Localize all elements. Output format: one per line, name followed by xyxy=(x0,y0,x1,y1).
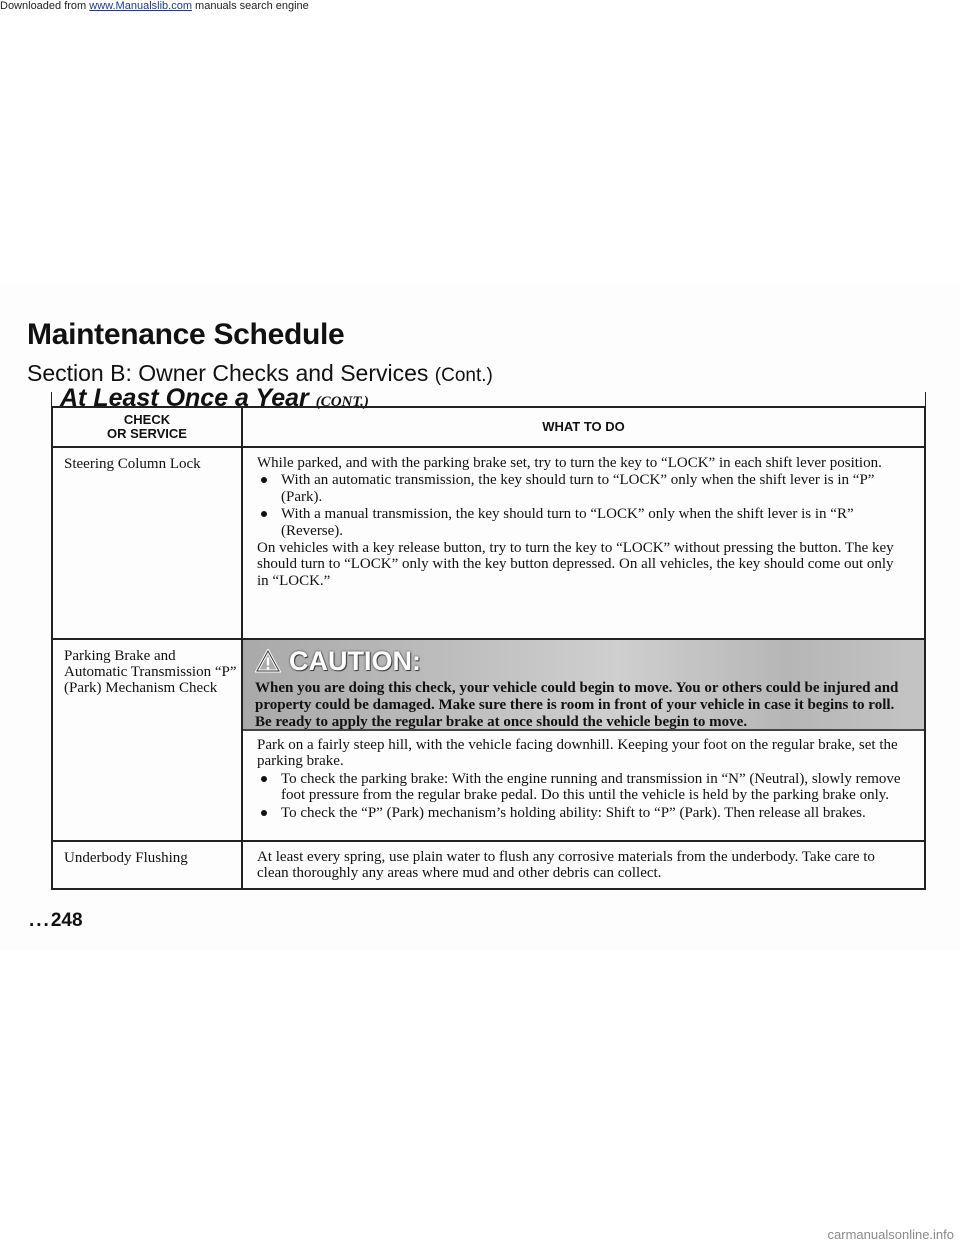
table-row xyxy=(53,640,924,842)
instructions-cell xyxy=(243,448,924,638)
page-number-value: 248 xyxy=(50,910,83,931)
list-item xyxy=(257,506,908,539)
download-source-banner xyxy=(0,0,309,12)
instruction-text: On vehicles with a key release button, try to turn the key to “LOCK” without pressing the button. The key should turn to “LOCK” only with the key button depressed. On all vehicles, the key should come out only in “LOCK.” xyxy=(257,540,894,589)
caution-box xyxy=(243,640,924,731)
check-cell: Underbody Flushing xyxy=(53,842,243,888)
bullet-text: With an automatic transmission, the key should turn to “LOCK” only when the shift lever is in “P” (Park). xyxy=(281,472,875,505)
subsection-cont: (CONT.) xyxy=(315,394,369,410)
bullet-text: With a manual transmission, the key should turn to “LOCK” only when the shift lever is in “R” (Reverse). xyxy=(281,506,854,539)
instruction-text: While parked, and with the parking brake set, try to turn the key to “LOCK” in each shift lever position. xyxy=(257,455,882,471)
column-header-check-line1: CHECK xyxy=(123,412,171,427)
bullet-list xyxy=(257,771,908,821)
watermark: carmanualsonline.info xyxy=(827,1227,954,1242)
bullet-text: To check the “P” (Park) mechanism’s holding ability: Shift to “P” (Park). Then release all brakes. xyxy=(281,804,866,821)
bullet-icon xyxy=(261,810,267,816)
caution-heading xyxy=(255,646,910,676)
warning-triangle-icon xyxy=(255,649,281,673)
download-suffix: manuals search engine xyxy=(191,0,309,12)
table-row xyxy=(53,448,924,640)
section-title: Section B: Owner Checks and Services xyxy=(27,360,435,386)
check-cell: Parking Brake and Automatic Transmission “P” (Park) Mechanism Check xyxy=(53,640,243,840)
instructions-cell xyxy=(243,842,924,888)
instruction-text: Park on a fairly steep hill, with the vehicle facing downhill. Keeping your foot on the regular brake, set the parking brake. xyxy=(257,737,898,770)
page-number xyxy=(29,910,83,932)
bullet-icon xyxy=(261,776,267,782)
instruction-text: At least every spring, use plain water to flush any corrosive materials from the underbody. Take care to clean thoroughly any areas where mud and other debris can collect. xyxy=(257,849,875,882)
page-number-dots: ... xyxy=(29,910,51,931)
download-prefix: Downloaded from xyxy=(0,0,90,12)
caution-text: When you are doing this check, your vehicle could begin to move. You or others could be injured and property could be damaged. Make sure there is room in front of your vehicle in case it begins to roll. Be ready to apply the regular brake at once should the vehicle begin to move. xyxy=(255,680,899,730)
page-title: Maintenance Schedule xyxy=(27,318,345,351)
list-item xyxy=(257,771,908,804)
instructions-cell xyxy=(243,731,924,842)
caution-title: CAUTION: xyxy=(289,645,421,676)
maintenance-table xyxy=(51,406,926,890)
table-header xyxy=(53,408,924,448)
bullet-list xyxy=(257,472,908,539)
list-item xyxy=(257,472,908,505)
check-cell: Steering Column Lock xyxy=(53,448,243,638)
subsection-title: At Least Once a Year xyxy=(60,384,316,412)
table-row xyxy=(53,842,924,888)
bullet-text: To check the parking brake: With the engine running and transmission in “N” (Neutral), slowly remove foot pressure from the regular brake pedal. Do this until the vehicle is held by the parking brake only. xyxy=(281,770,901,804)
column-header-what-to-do: WHAT TO DO xyxy=(542,419,625,434)
list-item xyxy=(257,805,908,821)
column-header-check xyxy=(53,408,243,446)
manualslib-link[interactable]: www.Manualslib.com xyxy=(89,0,192,12)
section-heading xyxy=(27,360,493,387)
bullet-icon xyxy=(261,477,267,483)
column-header-check-line2: OR SERVICE xyxy=(107,426,187,441)
section-cont: (Cont.) xyxy=(434,365,493,386)
bullet-icon xyxy=(261,511,267,517)
